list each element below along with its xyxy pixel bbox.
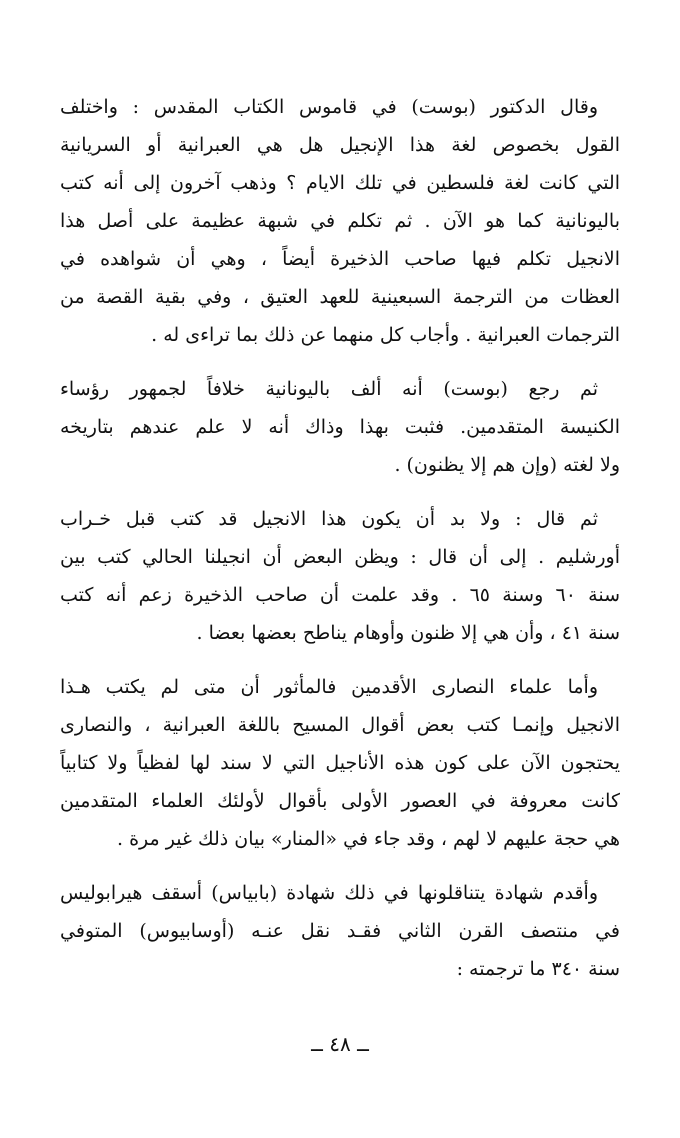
text-line: ثم قال : ولا بد أن يكون هذا الانجيل قد كتب قبل خـراب bbox=[60, 508, 598, 530]
text-line: في منتصف القرن الثاني فقـد نقل عنـه (أوسابيوس) المتوفي bbox=[60, 920, 620, 942]
text-line: باليونانية كما هو الآن . ثم تكلم في شبهة عظيمة على أصل هذا bbox=[60, 210, 620, 232]
text-line: وأقدم شهادة يتناقلونها في ذلك شهادة (بابياس) أسقف هيرابوليس bbox=[60, 882, 598, 904]
paragraph-3 bbox=[60, 500, 620, 652]
text-line: الانجيل تكلم فيها صاحب الذخيرة أيضاً ، وهي أن شواهده في bbox=[60, 248, 620, 270]
text-line: وأما علماء النصارى الأقدمين فالمأثور أن متى لم يكتب هـذا bbox=[60, 676, 598, 698]
paragraph-2 bbox=[60, 370, 620, 484]
text-line: الانجيل وإنمـا كتب بعض أقوال المسيح باللغة العبرانية ، والنصارى bbox=[60, 714, 620, 736]
text-line: ولا لغته (وإن هم إلا يظنون) . bbox=[394, 454, 620, 476]
text-line: وقال الدكتور (بوست) في قاموس الكتاب المقدس : واختلف bbox=[60, 96, 598, 118]
document-page bbox=[60, 88, 620, 1088]
text-line: هي حجة عليهم لا لهم ، وقد جاء في «المنار» بيان ذلك غير مرة . bbox=[117, 828, 620, 850]
text-line: سنة ٦٠ وسنة ٦٥ . وقد علمت أن صاحب الذخيرة زعم أنه كتب bbox=[60, 584, 620, 606]
text-line: ثم رجع (بوست) أنه ألف باليونانية خلافاً لجمهور رؤساء bbox=[60, 378, 598, 400]
text-line: القول بخصوص لغة هذا الإنجيل هل هي العبرانية أو السريانية bbox=[60, 134, 620, 156]
text-line: الترجمات العبرانية . وأجاب كل منهما عن ذلك بما تراءى له . bbox=[151, 324, 620, 346]
paragraph-1 bbox=[60, 88, 620, 354]
text-line: سنة ٣٤٠ ما ترجمته : bbox=[456, 958, 620, 980]
paragraph-4 bbox=[60, 668, 620, 858]
page-number: ــ ٤٨ ــ bbox=[311, 1032, 369, 1056]
text-line: التي كانت لغة فلسطين في تلك الايام ؟ وذهب آخرون إلى أنه كتب bbox=[60, 172, 620, 194]
paragraph-5 bbox=[60, 874, 620, 988]
text-line: يحتجون الآن على كون هذه الأناجيل التي لا سند لها لفظياً ولا كتابياً bbox=[60, 752, 620, 774]
text-line: أورشليم . إلى أن قال : ويظن البعض أن انجيلنا الحالي كتب بين bbox=[60, 546, 620, 568]
text-line: العظات من الترجمة السبعينية للعهد العتيق ، وفي بقية القصة من bbox=[60, 286, 620, 308]
text-line: كانت معروفة في العصور الأولى بأقوال لأولئك العلماء المتقدمين bbox=[60, 790, 620, 812]
text-line: الكنيسة المتقدمين. فثبت بهذا وذاك أنه لا علم عندهم بتاريخه bbox=[60, 416, 620, 438]
text-line: سنة ٤١ ، وأن هي إلا ظنون وأوهام يناطح بعضها بعضا . bbox=[196, 622, 620, 644]
